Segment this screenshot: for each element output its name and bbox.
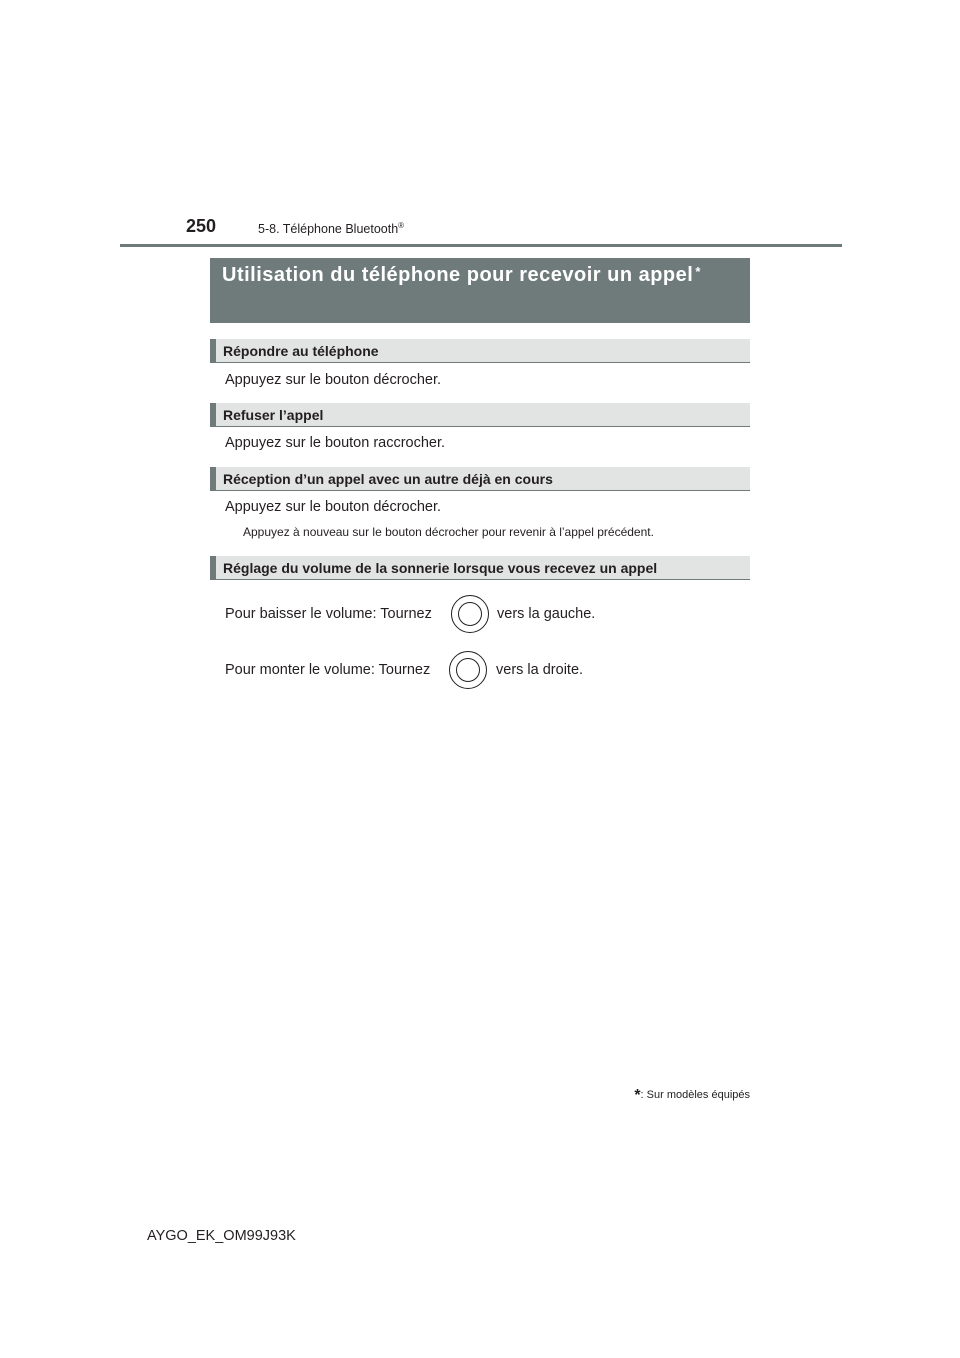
subheading-label: Refuser l’appel xyxy=(223,407,324,423)
volume-raise-suffix: vers la droite. xyxy=(496,662,584,678)
header-divider xyxy=(120,244,842,247)
subheading-label: Réglage du volume de la sonnerie lorsque vous recevez un appel xyxy=(223,560,658,576)
subheading-reject xyxy=(210,403,750,427)
subheading-label: Réception d’un appel avec un autre déjà en cours xyxy=(223,471,553,487)
subheading-label: Répondre au téléphone xyxy=(223,343,379,359)
body-call-waiting: Appuyez sur le bouton décrocher. xyxy=(225,499,442,515)
subheading-call-waiting xyxy=(210,467,750,491)
subheading-ringtone-volume xyxy=(210,556,750,580)
section-title xyxy=(258,221,404,236)
subheading-bar xyxy=(210,467,216,490)
volume-lower-prefix: Pour baisser le volume: Tournez xyxy=(225,606,432,622)
section-title-text: 5-8. Téléphone Bluetooth xyxy=(258,222,399,237)
page-title-text: Utilisation du téléphone pour recevoir un appel xyxy=(222,264,694,286)
subheading-bar xyxy=(210,556,216,579)
subheading-answer xyxy=(210,339,750,363)
body-reject: Appuyez sur le bouton raccrocher. xyxy=(225,435,446,451)
registered-mark: ® xyxy=(398,221,405,230)
subheading-bar xyxy=(210,339,216,362)
title-asterisk: * xyxy=(695,264,701,279)
page-title xyxy=(210,258,750,323)
subheading-bar xyxy=(210,403,216,426)
body-answer: Appuyez sur le bouton décrocher. xyxy=(225,372,442,388)
footnote-asterisk: * xyxy=(634,1087,641,1104)
volume-dial-icon xyxy=(449,651,487,689)
footnote xyxy=(620,1087,750,1105)
document-code: AYGO_EK_OM99J93K xyxy=(147,1228,296,1244)
volume-raise-prefix: Pour monter le volume: Tournez xyxy=(225,662,431,678)
volume-dial-icon xyxy=(451,595,489,633)
footnote-text: : Sur modèles équipés xyxy=(640,1089,750,1101)
note-call-waiting: Appuyez à nouveau sur le bouton décrocher pour revenir à l’appel précédent. xyxy=(243,525,654,539)
page-number: 250 xyxy=(186,216,217,236)
volume-lower-suffix: vers la gauche. xyxy=(497,606,596,622)
